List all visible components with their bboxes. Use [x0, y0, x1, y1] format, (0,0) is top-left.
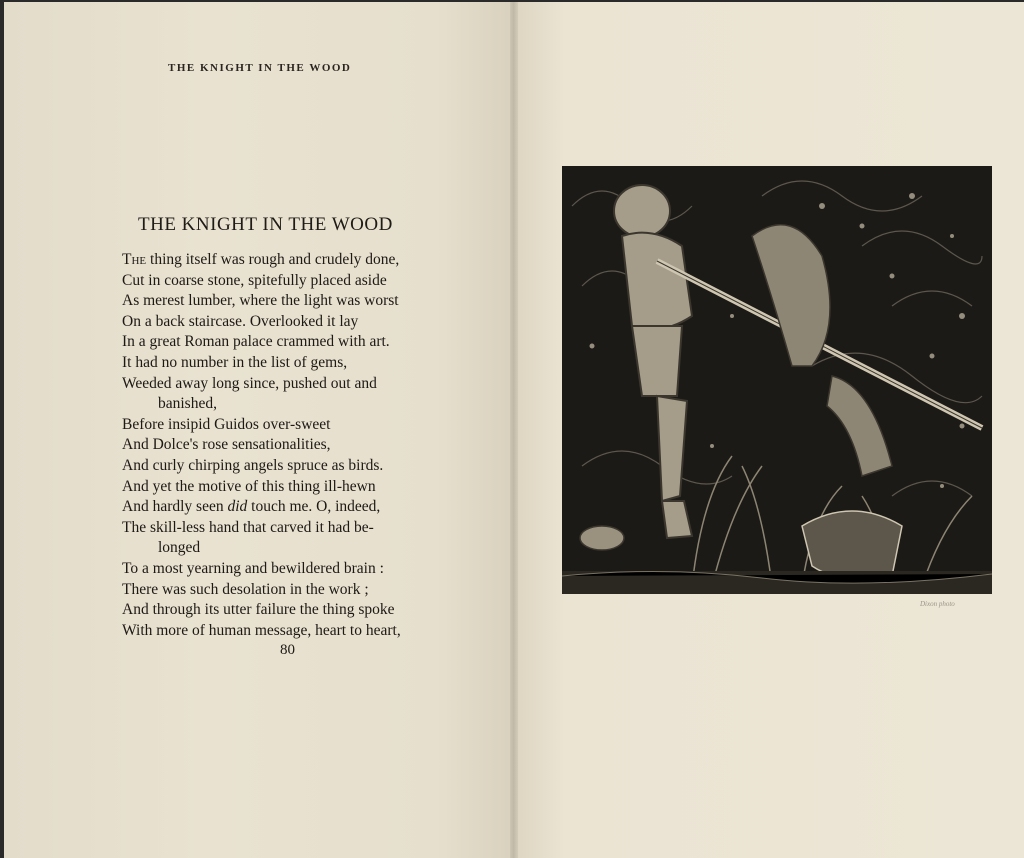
poem-line: The thing itself was rough and crudely done,: [122, 251, 400, 268]
poem-line: And curly chirping angels spruce as birds.: [122, 456, 384, 474]
poem-line: Before insipid Guidos over-sweet: [122, 415, 331, 433]
photographer-credit: Dixon photo: [920, 600, 955, 608]
poem-line: And Dolce's rose sensationalities,: [122, 436, 331, 454]
poem-title: THE KNIGHT IN THE WOOD: [138, 214, 393, 235]
book-gutter: [510, 2, 518, 858]
poem-line: With more of human message, heart to heart,: [122, 621, 401, 639]
poem-line: The skill-less hand that carved it had be-: [122, 518, 374, 536]
poem-text: [122, 250, 454, 641]
drop-word: The: [122, 251, 147, 268]
running-head: THE KNIGHT IN THE WOOD: [168, 62, 352, 74]
poem-line: It had no number in the list of gems,: [122, 353, 348, 371]
poem-line: Cut in coarse stone, spitefully placed aside: [122, 271, 387, 289]
page-number: 80: [280, 642, 295, 658]
engraving-illustration: [562, 166, 992, 594]
poem-line: In a great Roman palace crammed with art.: [122, 333, 390, 351]
knight-engraving-image: [562, 166, 992, 594]
poem-line: Weeded away long since, pushed out and: [122, 374, 377, 392]
poem-line: longed: [158, 539, 201, 557]
poem-line: And through its utter failure the thing spoke: [122, 601, 395, 619]
poem-line: On a back staircase. Overlooked it lay: [122, 312, 359, 330]
italic-word: did: [227, 498, 248, 516]
poem-line: As merest lumber, where the light was worst: [122, 292, 399, 310]
poem-line: There was such desolation in the work ;: [122, 580, 369, 598]
poem-line: And yet the motive of this thing ill-hewn: [122, 477, 376, 495]
poem-line: banished,: [158, 395, 217, 413]
poem-line: To a most yearning and bewildered brain :: [122, 559, 384, 577]
poem-line: And hardly seen did touch me. O, indeed,: [122, 498, 381, 516]
